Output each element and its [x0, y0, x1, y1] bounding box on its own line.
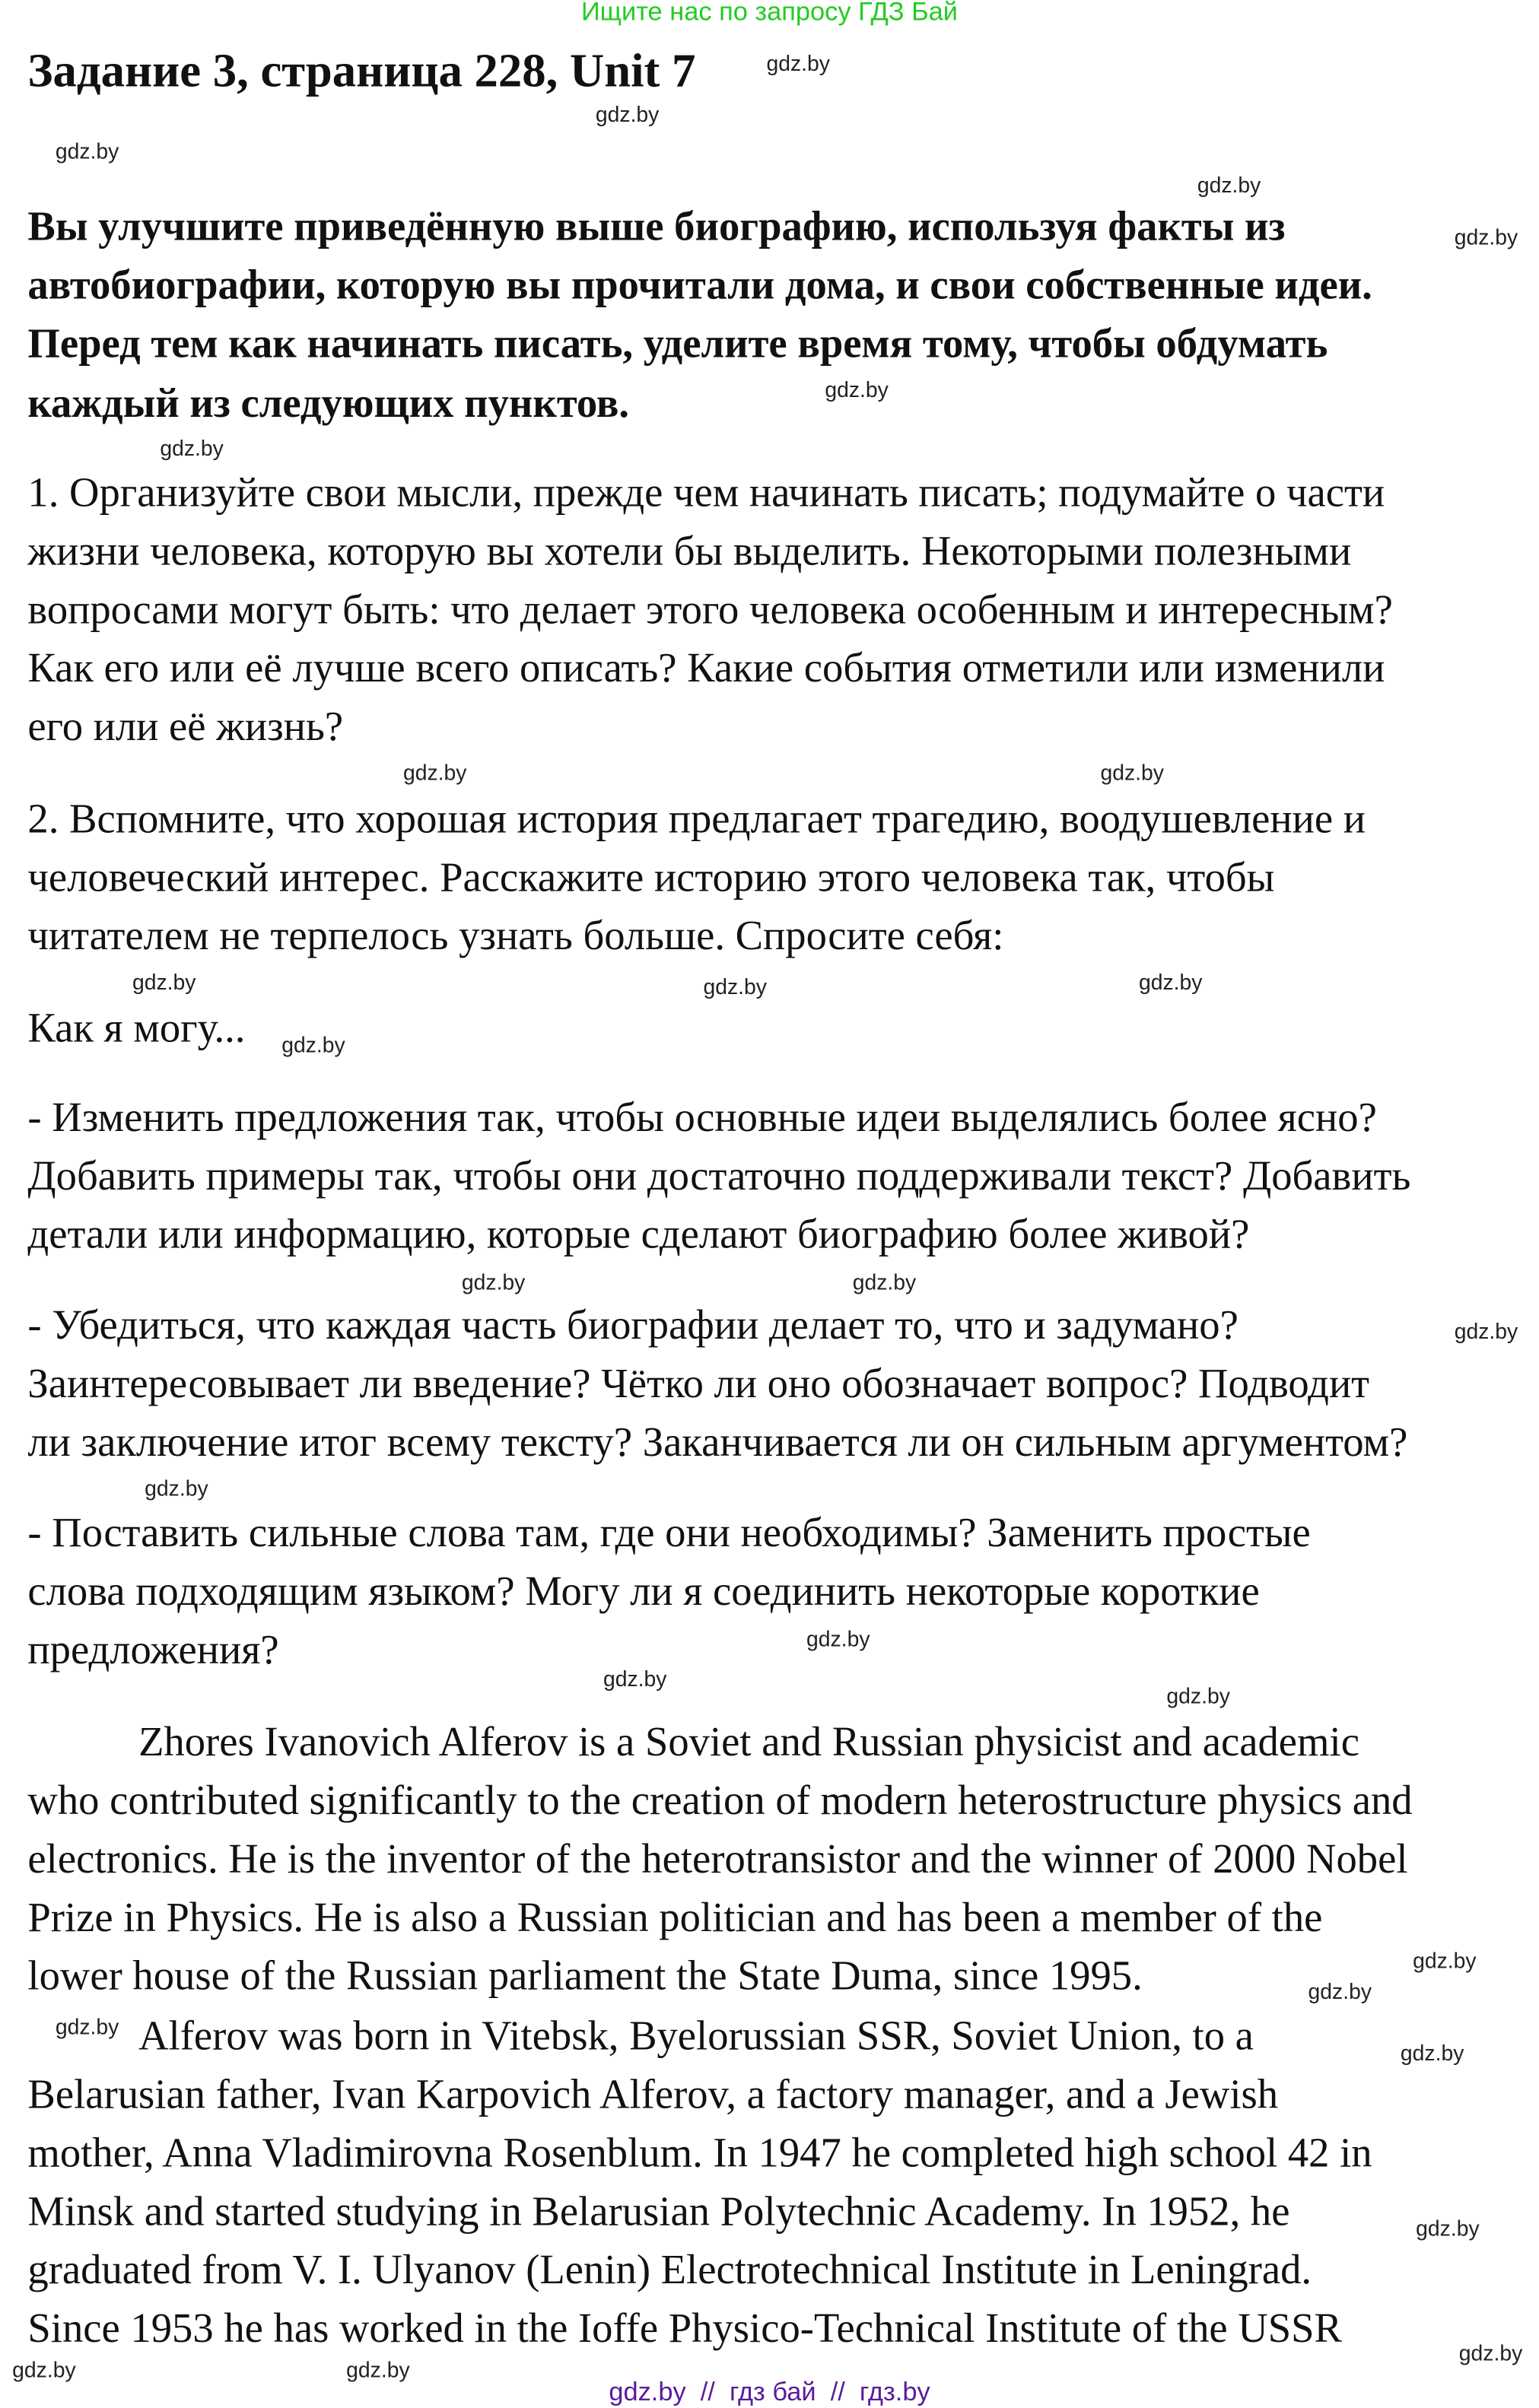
text-line: Prize in Physics. He is also a Russian politician and has been a member of the: [27, 1894, 1323, 1941]
text-line: lower house of the Russian parliament the State Duma, since 1995.: [27, 1952, 1143, 1999]
footer-links[interactable]: gdz.by // гдз бай // гдз.by: [609, 2377, 930, 2406]
instruction-line: Перед тем как начинать писать, уделите время тому, чтобы обдумать: [27, 319, 1328, 367]
page-title: Задание 3, страница 228, Unit 7: [27, 43, 696, 97]
text-line: ли заключение итог всему тексту? Заканчивается ли он сильным аргументом?: [27, 1418, 1408, 1465]
watermark-text: gdz.by: [1454, 224, 1518, 249]
watermark-text: gdz.by: [1454, 1318, 1518, 1344]
watermark-text: gdz.by: [703, 974, 767, 999]
text-line: 1. Организуйте свои мысли, прежде чем начинать писать; подумайте о части: [27, 469, 1385, 516]
text-line: - Поставить сильные слова там, где они необходимы? Заменить простые: [27, 1509, 1311, 1556]
text-line: electronics. He is the inventor of the heterotransistor and the winner of 2000 Nobel: [27, 1835, 1408, 1882]
watermark-text: gdz.by: [281, 1032, 345, 1057]
text-line: предложения?: [27, 1626, 279, 1673]
text-line: слова подходящим языком? Могу ли я соединить некоторые короткие: [27, 1568, 1260, 1615]
text-line: человеческий интерес. Расскажите историю этого человека так, чтобы: [27, 853, 1275, 901]
watermark-text: gdz.by: [1400, 2040, 1464, 2065]
text-line: Как я могу...: [27, 1005, 246, 1051]
watermark-text: gdz.by: [1458, 2340, 1523, 2365]
watermark-text: gdz.by: [346, 2357, 410, 2382]
watermark-text: gdz.by: [1416, 2216, 1480, 2241]
text-line: - Убедиться, что каждая часть биографии делает то, что и задумано?: [27, 1301, 1239, 1349]
watermark-text: gdz.by: [595, 101, 660, 126]
text-line: Как его или её лучше всего описать? Какие события отметили или изменили: [27, 644, 1385, 691]
text-line: детали или информацию, которые сделают биографию более живой?: [27, 1211, 1250, 1257]
watermark-text: gdz.by: [461, 1269, 526, 1295]
watermark-text: gdz.by: [12, 2357, 76, 2382]
watermark-text: gdz.by: [1413, 1948, 1477, 1973]
watermark-text: gdz.by: [1197, 172, 1261, 197]
text-line: who contributed significantly to the creation of modern heterostructure physics and: [27, 1777, 1413, 1824]
watermark-text: gdz.by: [1100, 760, 1164, 785]
watermark-text: gdz.by: [603, 1666, 667, 1692]
instruction-line: автобиографии, которую вы прочитали дома, и свои собственные идеи.: [27, 261, 1372, 308]
watermark-text: gdz.by: [1139, 969, 1203, 994]
text-line: Alferov was born in Vitebsk, Byelorussian SSR, Soviet Union, to a: [138, 2012, 1254, 2059]
text-line: Заинтересовывает ли введение? Чётко ли оно обозначает вопрос? Подводит: [27, 1360, 1370, 1407]
text-line: жизни человека, которую вы хотели бы выделить. Некоторыми полезными: [27, 527, 1352, 574]
instruction-line: каждый из следующих пунктов.: [27, 380, 630, 427]
text-line: вопросами могут быть: что делает этого человека особенным и интересным?: [27, 586, 1393, 633]
watermark-text: gdz.by: [1308, 1978, 1372, 2003]
text-line: читателем не терпелось узнать больше. Спросите себя:: [27, 912, 1004, 959]
text-line: mother, Anna Vladimirovna Rosenblum. In 1947 he completed high school 42 in: [27, 2129, 1372, 2176]
instruction-line: Вы улучшите приведённую выше биографию, используя факты из: [27, 203, 1286, 249]
watermark-text: gdz.by: [825, 376, 889, 402]
search-banner[interactable]: Ищите нас по запросу ГДЗ Бай: [580, 0, 959, 27]
watermark-text: gdz.by: [55, 2014, 119, 2039]
text-line: его или её жизнь?: [27, 703, 344, 750]
text-line: - Изменить предложения так, чтобы основные идеи выделялись более ясно?: [27, 1094, 1377, 1141]
text-line: 2. Вспомните, что хорошая история предлагает трагедию, воодушевление и: [27, 795, 1366, 842]
text-line: graduated from V. I. Ulyanov (Lenin) Electrotechnical Institute in Leningrad.: [27, 2246, 1312, 2293]
watermark-text: gdz.by: [132, 969, 196, 994]
text-line: Belarusian father, Ivan Karpovich Alferov, a factory manager, and a Jewish: [27, 2070, 1279, 2117]
watermark-text: gdz.by: [55, 138, 119, 164]
text-line: Since 1953 he has worked in the Ioffe Physico-Technical Institute of the USSR: [27, 2305, 1342, 2352]
watermark-text: gdz.by: [1166, 1683, 1230, 1708]
watermark-text: gdz.by: [160, 435, 224, 460]
text-line: Добавить примеры так, чтобы они достаточно поддерживали текст? Добавить: [27, 1152, 1411, 1199]
watermark-text: gdz.by: [852, 1269, 917, 1295]
watermark-text: gdz.by: [403, 760, 467, 785]
text-line: Zhores Ivanovich Alferov is a Soviet and Russian physicist and academic: [138, 1718, 1359, 1765]
text-line: Minsk and started studying in Belarusian Polytechnic Academy. In 1952, he: [27, 2187, 1290, 2235]
watermark-text: gdz.by: [766, 50, 830, 76]
watermark-text: gdz.by: [145, 1476, 208, 1501]
watermark-text: gdz.by: [806, 1626, 870, 1651]
